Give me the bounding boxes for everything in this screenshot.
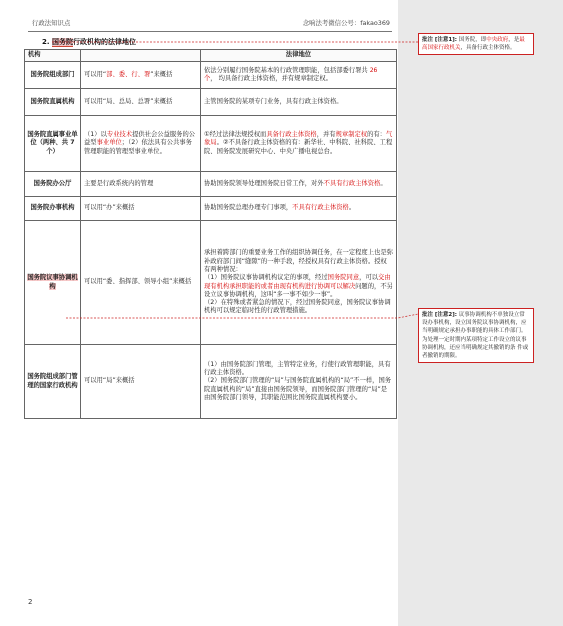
table-row xyxy=(25,116,397,172)
legal-status: 协助国务院总理办理专门事项，不具有行政主体资格。 xyxy=(201,197,397,221)
legal-status: （1）由国务院部门管理，主管特定业务，行使行政管理职能，具有行政主体资格。 （2）国务院部门管理的“局”与国务院直属机构的“局”不一样，国务院直属机构的“局”直接由国务院领导，而国务院部门管理的“局”是由国务院部门领导，其职能范围比国务院直属机构要小。 xyxy=(201,345,397,419)
agency-desc: 可以用“部、委、行、署”来概括 xyxy=(81,62,201,89)
legal-status-table xyxy=(24,49,397,419)
comment-box-2[interactable]: 批注 [注意2]: 议事协调机构不单独设立常设办事机构，设立国务院议事协调机构，应当明确规定承担办事职能的具体工作部门。为处理一定时期内某项特定工作设立的议事协调机构，还应当明确规定其撤销的条 件或者撤销的期限。 xyxy=(418,308,534,363)
agency-desc: 可以用“局”来概括 xyxy=(81,345,201,419)
header-left: 行政法知识点 xyxy=(32,19,71,27)
agency-name: 国务院直属机构 xyxy=(25,89,81,116)
agency-name: 国务院办公厅 xyxy=(25,172,81,197)
agency-name: 国务院办事机构 xyxy=(25,197,81,221)
section-title-highlight[interactable]: 国务院 xyxy=(51,38,73,46)
comment-label: 批注 [注意2]: xyxy=(422,312,457,318)
legal-status: ①经过法律法规授权而具备行政主体资格，并有规章制定权的有：气象局。②不具备行政主体资格的有：新华社、中科院、社科院、工程院、国务院发展研究中心、中央广播电视总台。 xyxy=(201,116,397,172)
header-right: 念响法考微信公号：fakao369 xyxy=(302,19,390,27)
section-title: 2. 国务院行政机构的法律地位 xyxy=(42,38,136,46)
agency-name: 国务院直属事业单位（两种、共 7 个） xyxy=(25,116,81,172)
page-number: 2 xyxy=(28,598,33,606)
agency-desc: 可以用“局、总局、总署”来概括 xyxy=(81,89,201,116)
header-divider xyxy=(28,31,392,32)
table-row xyxy=(25,89,397,116)
table-row xyxy=(25,221,397,345)
table-row xyxy=(25,345,397,419)
agency-desc: 可以用“办”来概括 xyxy=(81,197,201,221)
header-cell-desc xyxy=(81,50,201,62)
comment-box-1[interactable]: 批注 [注意1]: 国务院，即中央政府，是最高国家行政机关，具备行政主体资格。 xyxy=(418,33,534,55)
header-cell-agency: 机构 xyxy=(25,50,81,62)
table-row xyxy=(25,172,397,197)
table-row xyxy=(25,197,397,221)
legal-status: 主管国务院的某项专门业务，具有行政主体资格。 xyxy=(201,89,397,116)
legal-status: 依法分别履行国务院基本的行政管理职能，包括部委行署共 26 个， 均具备行政主体资格，并有规章制定权。 xyxy=(201,62,397,89)
agency-desc: 可以用“委、指挥部、领导小组”来概括 xyxy=(81,221,201,345)
legal-status: 承担着跨部门的重要业务工作的组织协调任务，在一定程度上也是弥补政府部门间“缝隙”的一种手段，经授权具有行政主体资格。授权有两种情况： （1）国务院议事协调机构议定的事项，经过国务院同意，可以交由现有机构承担职能的或者由现有机构进行协调可以解决问题的，不另设立议事协调机构，这叫“多一事不如少一事”。 （2）在特殊或者紧急的情况下，经过国务院同意，国务院议事协调机构可以规定临时性的行政管理措施。 xyxy=(201,221,397,345)
agency-name-highlight[interactable]: 国务院议事协调机构 xyxy=(27,274,78,290)
header-cell-status: 法律地位 xyxy=(201,50,397,62)
agency-name: 国务院组成部门 xyxy=(25,62,81,89)
page-header xyxy=(32,18,390,30)
comment-label: 批注 [注意1]: xyxy=(422,37,457,43)
table-row xyxy=(25,62,397,89)
legal-status: 协助国务院领导处理国务院日常工作，对外不具有行政主体资格。 xyxy=(201,172,397,197)
agency-name xyxy=(25,221,81,345)
agency-desc: 主要是行政系统内的管理 xyxy=(81,172,201,197)
agency-desc: （1）以专业技术提供社会公益服务的公益型事业单位；（2）依法具有公共事务管理职能的管理型事业单位。 xyxy=(81,116,201,172)
table-header-row xyxy=(25,50,397,62)
agency-name: 国务院组成部门管理的国家行政机构 xyxy=(25,345,81,419)
